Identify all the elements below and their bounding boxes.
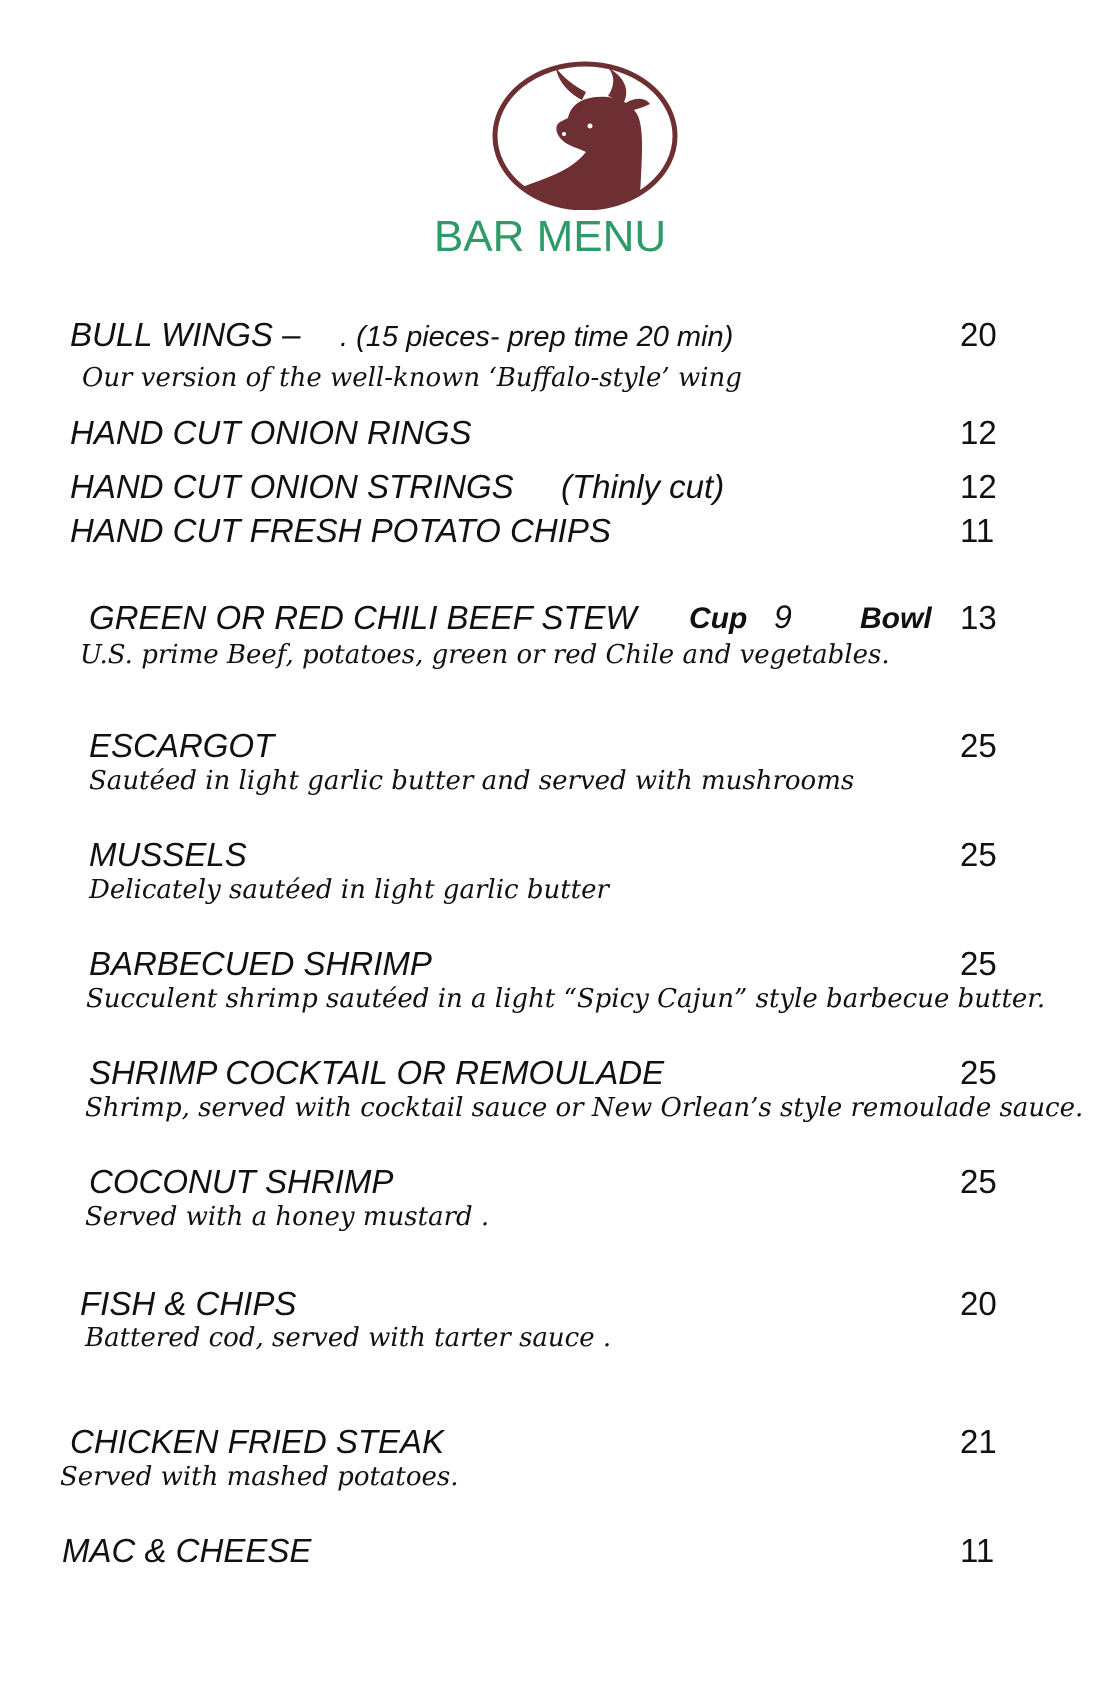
item-name-potato-chips: HAND CUT FRESH POTATO CHIPS bbox=[70, 512, 611, 549]
item-description-chili-beef-stew: U.S. prime Beef, potatoes, green or red Chile and vegetables. bbox=[80, 640, 890, 670]
item-price-potato-chips: 11 bbox=[960, 512, 995, 549]
item-name-shrimp-cocktail: SHRIMP COCKTAIL OR REMOULADE bbox=[89, 1054, 665, 1091]
item-name-coconut-shrimp: COCONUT SHRIMP bbox=[89, 1163, 394, 1200]
item-price-escargot: 25 bbox=[960, 727, 997, 764]
item-name-chicken-fried-steak: CHICKEN FRIED STEAK bbox=[70, 1423, 445, 1460]
item-price-coconut-shrimp: 25 bbox=[960, 1163, 997, 1200]
item-note-bull-wings: . (15 pieces- prep time 20 min) bbox=[340, 321, 734, 353]
item-price-bull-wings: 20 bbox=[960, 316, 997, 353]
item-price-onion-rings: 12 bbox=[960, 414, 997, 451]
item-bowl-label-chili-beef-stew: Bowl bbox=[860, 602, 932, 635]
item-description-fish-chips: Battered cod, served with tarter sauce . bbox=[85, 1323, 612, 1353]
item-name-fish-chips: FISH & CHIPS bbox=[80, 1285, 297, 1322]
item-description-barbecued-shrimp: Succulent shrimp sautéed in a light “Spicy Cajun” style barbecue butter. bbox=[86, 984, 1046, 1014]
item-name-barbecued-shrimp: BARBECUED SHRIMP bbox=[89, 945, 432, 982]
item-price-shrimp-cocktail: 25 bbox=[960, 1054, 997, 1091]
item-note-onion-strings: (Thinly cut) bbox=[561, 468, 725, 505]
item-name-mac-cheese: MAC & CHEESE bbox=[62, 1532, 312, 1569]
item-price-barbecued-shrimp: 25 bbox=[960, 945, 997, 982]
item-description-mussels: Delicately sautéed in light garlic butter bbox=[89, 875, 609, 905]
item-price-mac-cheese: 11 bbox=[960, 1532, 995, 1569]
item-name-mussels: MUSSELS bbox=[89, 836, 247, 873]
menu-title: BAR MENU bbox=[433, 212, 667, 261]
item-price-fish-chips: 20 bbox=[960, 1285, 997, 1322]
item-name-bull-wings: BULL WINGS – bbox=[70, 316, 301, 353]
item-price-onion-strings: 12 bbox=[960, 468, 997, 505]
item-name-escargot: ESCARGOT bbox=[89, 727, 275, 764]
item-price-chicken-fried-steak: 21 bbox=[960, 1423, 997, 1460]
item-description-bull-wings: Our version of the well-known ‘Buffalo-style’ wing bbox=[82, 363, 742, 393]
item-name-onion-strings: HAND CUT ONION STRINGS bbox=[70, 468, 514, 505]
item-cup-price-chili-beef-stew: 9 bbox=[774, 599, 792, 635]
item-cup-label-chili-beef-stew: Cup bbox=[689, 602, 748, 635]
item-name-onion-rings: HAND CUT ONION RINGS bbox=[70, 414, 472, 451]
bull-head-logo-icon bbox=[490, 60, 680, 210]
item-description-coconut-shrimp: Served with a honey mustard . bbox=[85, 1202, 490, 1232]
item-description-shrimp-cocktail: Shrimp, served with cocktail sauce or New Orlean’s style remoulade sauce. bbox=[85, 1093, 1084, 1123]
item-price-mussels: 25 bbox=[960, 836, 997, 873]
item-description-chicken-fried-steak: Served with mashed potatoes. bbox=[60, 1462, 459, 1492]
item-price-chili-beef-stew: 13 bbox=[960, 599, 997, 636]
item-description-escargot: Sautéed in light garlic butter and served with mushrooms bbox=[89, 766, 855, 796]
item-name-chili-beef-stew: GREEN OR RED CHILI BEEF STEW bbox=[89, 599, 637, 636]
